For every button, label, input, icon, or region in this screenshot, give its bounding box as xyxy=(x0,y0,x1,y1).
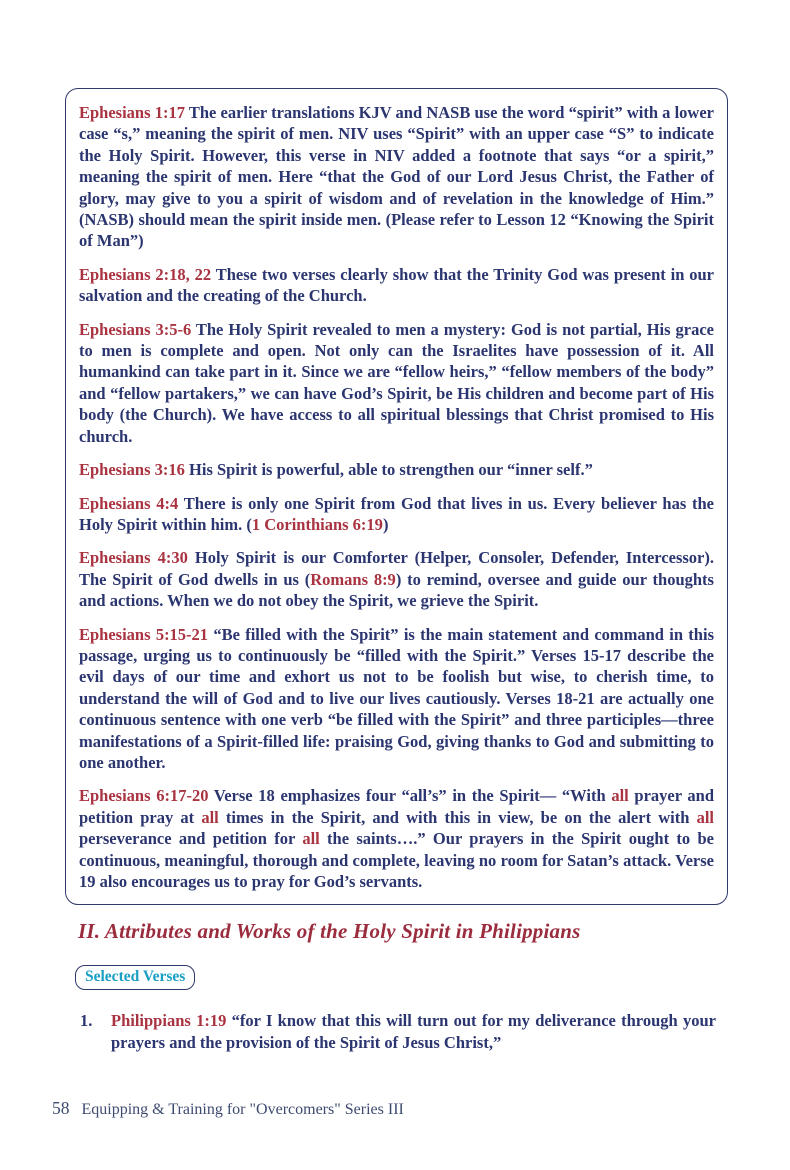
verse-text: There is only one Spirit from God that lives in us. Every believer has the Holy Spirit within him. ( xyxy=(79,493,714,534)
verse-text: The earlier translations KJV and NASB use the word “spirit” with a lower case “s,” meaning the spirit of men. NIV uses “Spirit” with an upper case “S” to indicate the Holy Spirit. However, this verse in NIV added a footnote that says “or a spirit,” meaning the spirit of men. Here “that the God of our Lord Jesus Christ, the Father of glory, may give to you a spirit of wisdom and of revelation in the knowledge of Him.” (NASB) should mean the spirit inside men. (Please refer to Lesson 12 “Knowing the Spirit of Man”) xyxy=(79,103,714,251)
verse-paragraph xyxy=(79,319,714,447)
verse-paragraph xyxy=(79,493,714,536)
verse-paragraph xyxy=(79,459,714,480)
verse-reference: Ephesians 1:17 xyxy=(79,103,185,122)
verse-text: prayer and petition pray at xyxy=(79,786,715,827)
verse-reference: Romans 8:9 xyxy=(310,569,396,589)
verse-reference: all xyxy=(302,829,320,849)
verse-text: The Holy Spirit revealed to men a mystery: God is not partial, His grace to men is complete and open. Not only can the Israelites have possession of it. All humankind can take part in it. Since we are “fellow heirs,” “fellow members of the body” and “fellow partakers,” we can have God’s Spirit, be His children and become part of His body (the Church). We have access to all spiritual blessings that Christ promised to His church. xyxy=(79,319,714,446)
verse-reference: Ephesians 3:5-6 xyxy=(79,319,192,339)
verse-text: ) to remind, oversee and guide our thoughts and actions. When we do not obey the Spirit, we grieve the Spirit. xyxy=(79,569,714,611)
verse-reference: Philippians 1:19 xyxy=(111,1011,227,1030)
verse-text: Holy Spirit is our Comforter (Helper, Consoler, Defender, Intercessor). The Spirit of God dwells in us ( xyxy=(79,548,715,589)
verse-text: ) xyxy=(382,514,389,534)
verse-text: times in the Spirit, and with this in view, be on the alert with xyxy=(218,807,697,827)
verse-text: These two verses clearly show that the Trinity God was present in our salvation and the creating of the Church. xyxy=(79,264,715,306)
page-footer xyxy=(52,1098,404,1119)
verse-reference: all xyxy=(201,807,219,827)
selected-verses-badge: Selected Verses xyxy=(75,965,195,990)
footer-page-number: 58 xyxy=(52,1098,70,1118)
verse-text: “for I know that this will turn out for my deliverance through your prayers and the provision of the Spirit of Jesus Christ,” xyxy=(111,1011,716,1052)
verse-text: the saints….” Our prayers in the Spirit ought to be continuous, meaningful, thorough and complete, leaving no room for Satan’s attack. Verse 19 also encourages us to pray for God’s servants. xyxy=(79,829,715,891)
verse-paragraph xyxy=(79,785,714,892)
verse-text: “Be filled with the Spirit” is the main statement and command in this passage, urging us to continuously be “filled with the Spirit.” Verses 15-17 describe the evil days of our time and exhort us not to be foolish but wise, to cherish time, to understand the will of God and to live our lives cautiously. Verses 18-21 are actually one continuous sentence with one verb “be filled with the Spirit” and three participles—three manifestations of a Spirit-filled life: praising God, giving thanks to God and submitting to one another. xyxy=(79,624,714,772)
verse-reference: Ephesians 3:16 xyxy=(79,460,185,480)
verse-paragraph xyxy=(79,547,714,611)
verse-text: perseverance and petition for xyxy=(79,829,303,849)
list-item xyxy=(80,1010,716,1053)
list-item-text xyxy=(111,1010,716,1053)
footer-series-title: Equipping & Training for "Overcomers" Series III xyxy=(81,1101,404,1118)
verse-paragraph xyxy=(79,102,714,252)
verse-reference: 1 Corinthians 6:19 xyxy=(251,514,383,534)
verse-reference: Ephesians 4:30 xyxy=(79,548,188,568)
section-heading: II. Attributes and Works of the Holy Spirit in Philippians xyxy=(78,919,581,943)
verse-reference: Ephesians 4:4 xyxy=(79,493,179,513)
verse-reference: all xyxy=(696,807,714,827)
verse-text: Verse 18 emphasizes four “all’s” in the Spirit— “With xyxy=(208,786,612,806)
list-item-number: 1. xyxy=(80,1011,93,1030)
verse-paragraph xyxy=(79,624,714,774)
verse-reference: all xyxy=(611,786,629,806)
verse-reference: Ephesians 6:17-20 xyxy=(79,786,209,806)
verse-box xyxy=(65,88,728,905)
verse-reference: Ephesians 5:15-21 xyxy=(79,624,209,644)
verse-reference: Ephesians 2:18, 22 xyxy=(79,264,212,284)
verse-paragraph xyxy=(79,264,714,307)
verse-text: His Spirit is powerful, able to strengthen our “inner self.” xyxy=(184,460,593,480)
